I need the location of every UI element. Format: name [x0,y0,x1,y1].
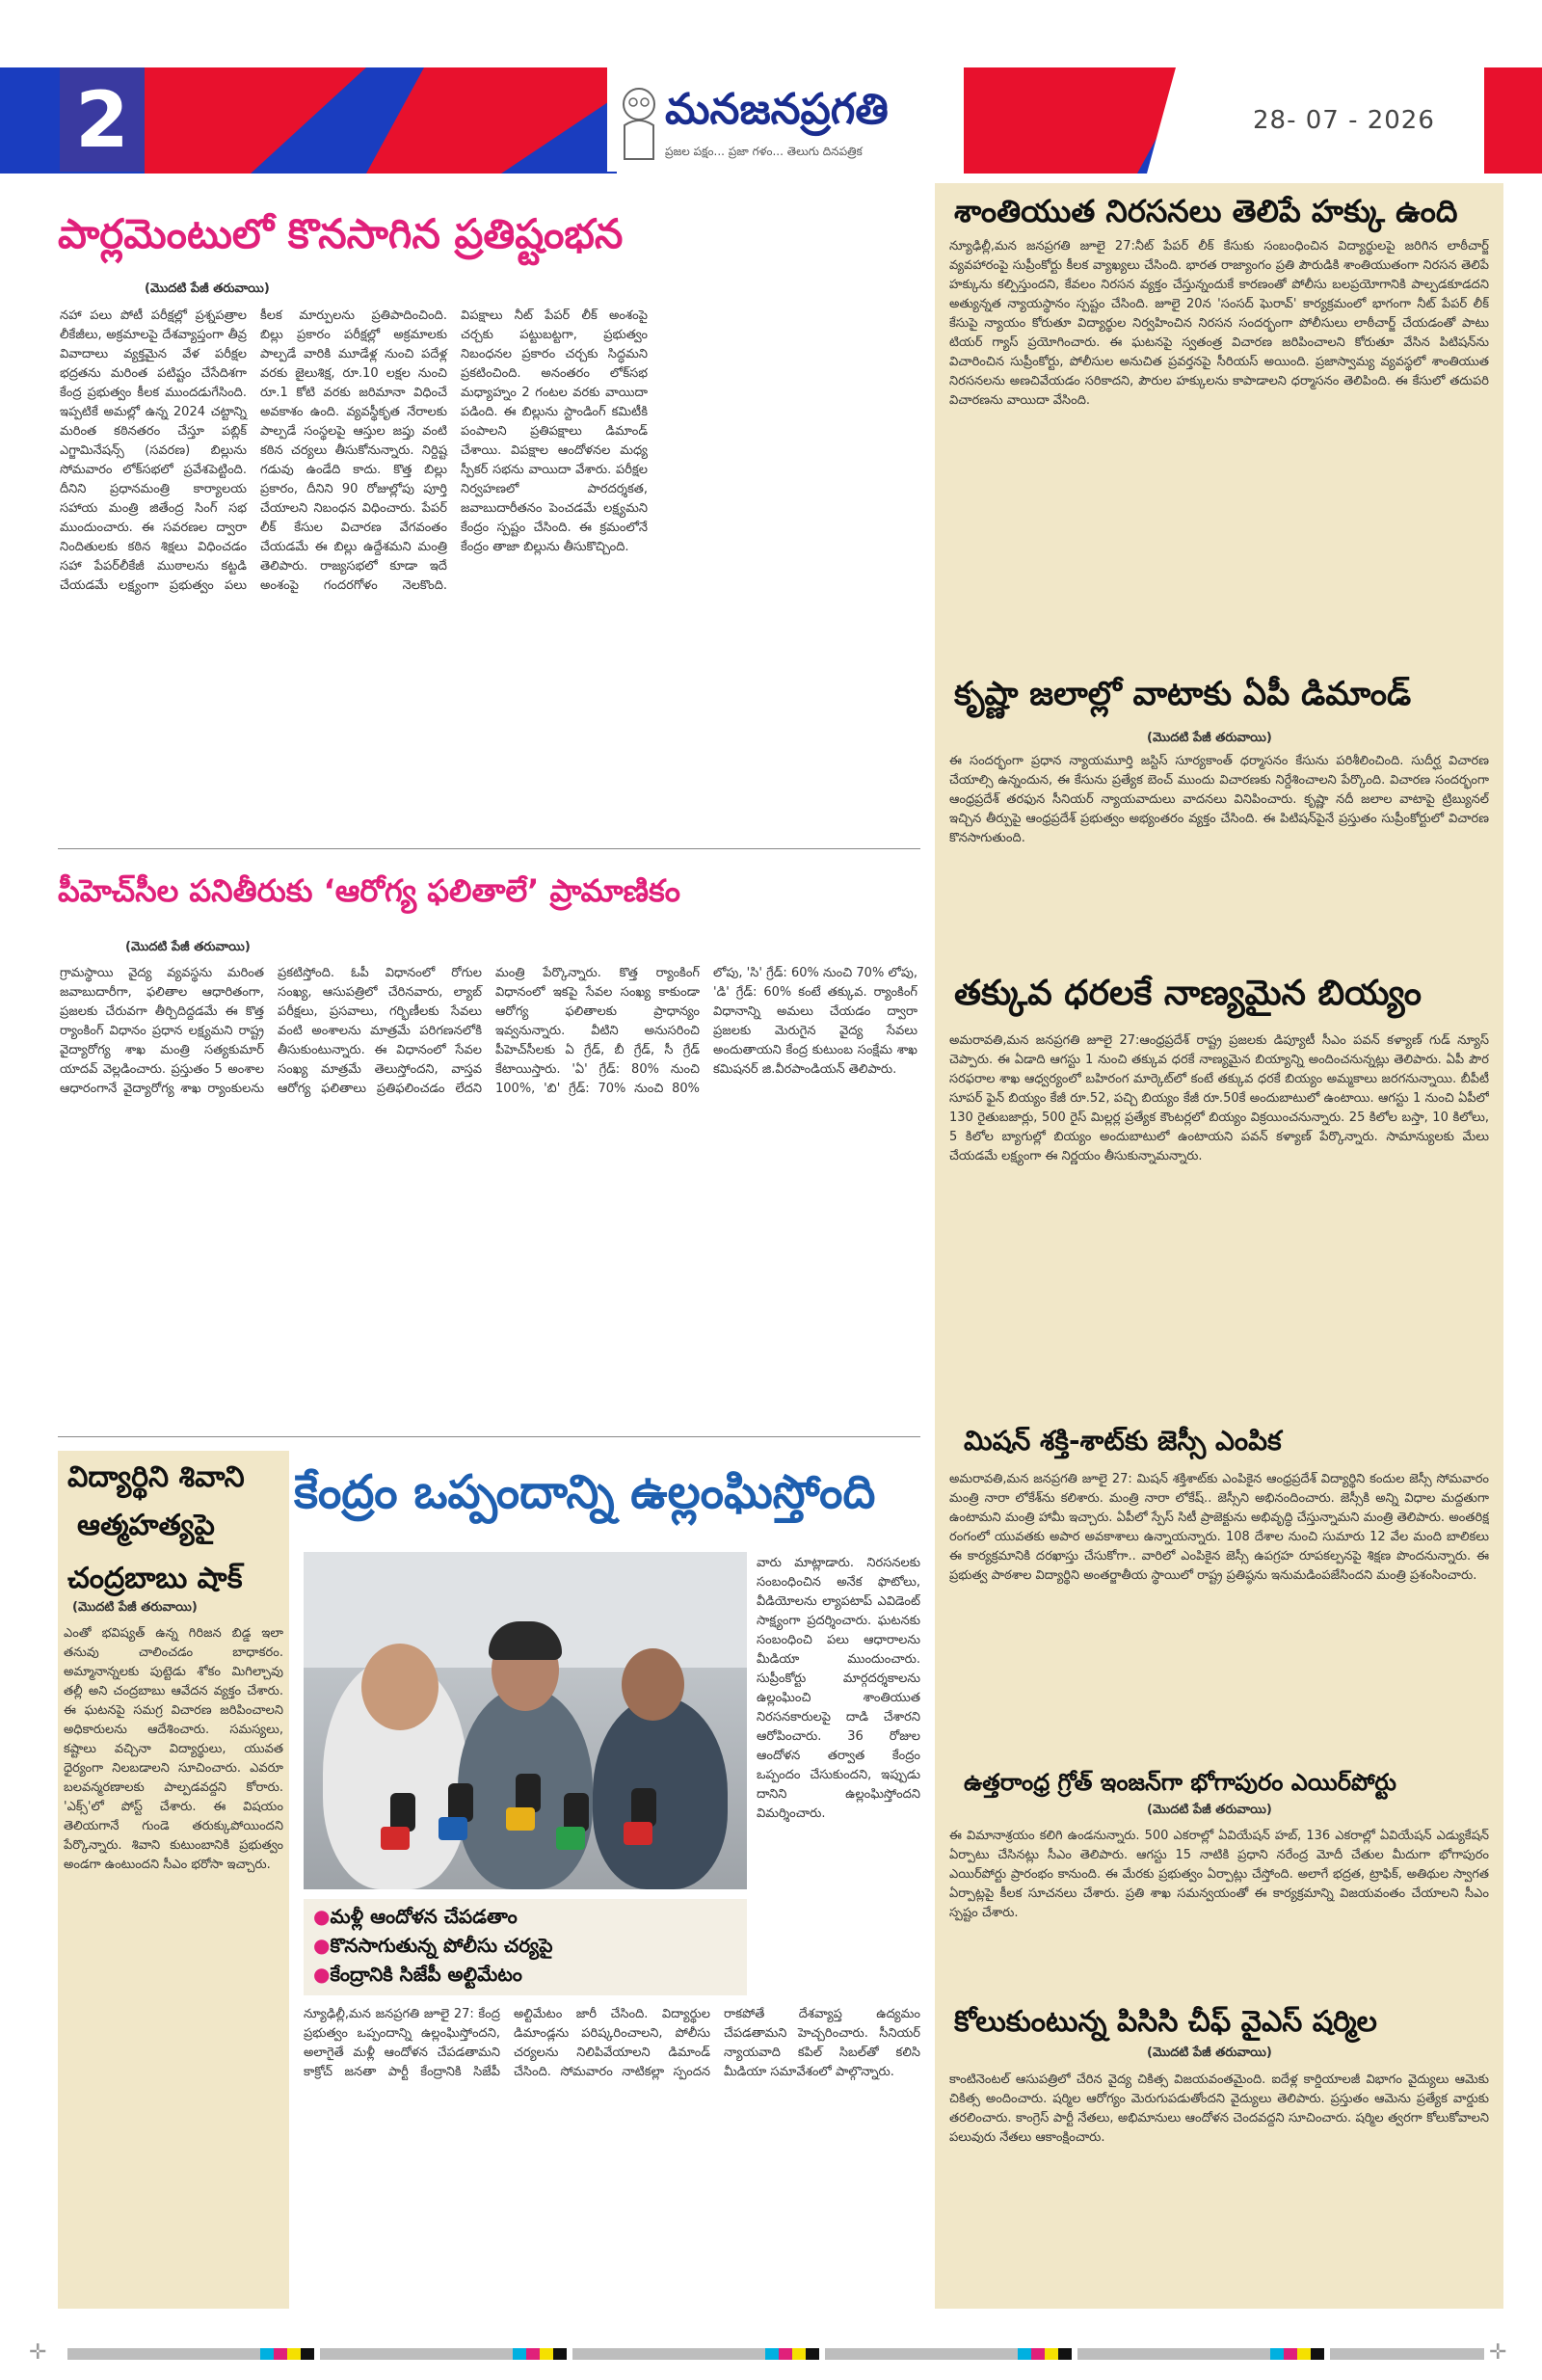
kendram-body: న్యూఢిల్లీ,మన జనప్రగతి జూలై 27: కేంద్ర ప్రభుత్వం ఒప్పందాన్ని ఉల్లంఘిస్తోందని, అలాగైతే మళ్లీ ఆందోళన చేపడతామని కాక్రోచ్ జనతా పార్టీ కేంద్రానికి సిజేపీ అల్టిమేటం జారీ చేసింది. విద్యార్థుల డిమాండ్లను పరిష్కరించాలని, పోలీసు చర్యలను నిలిపివేయాలని డిమాండ్ చేసింది. సోమవారం నాటికల్లా స్పందన రాకపోతే దేశవ్యాప్త ఉద్యమం చేపడతామని హెచ్చరించారు. సీనియర్ న్యాయవాది కపిల్ సిబల్‌తో కలిసి మీడియా సమావేశంలో పాల్గొన్నారు. [304,2007,920,2079]
phc-headline: పీహెచ్‌సీల పనితీరుకు ‘ఆరోగ్య ఫలితాలే’ ప్రామాణికం [58,872,680,909]
krishna-headline: కృష్ణా జలాల్లో వాటాకు ఏపీ డిమాండ్ [954,675,1412,713]
shanti-body: న్యూఢిల్లీ,మన జనప్రగతి జూలై 27:నీట్ పేపర్ లీక్ కేసుకు సంబంధించిన విద్యార్థులపై జరిగిన లాఠీచార్జ్ వ్యవహారంపై సుప్రీంకోర్టు కీలక వ్యాఖ్యలు చేసింది. భారత రాజ్యాంగం ప్రతి పౌరుడికి శాంతియుతంగా నిరసన తెలిపే హక్కును కల్పిస్తుందని, కేవలం నిరసన వ్యక్తం చేస్తున్నందుకే కారణంతో పోలీసు బలప్రయోగానికి పాల్పడకూడదని అత్యున్నత న్యాయస్థానం స్పష్టం చేసింది. జూలై 20న 'సంసద్ ఘెరావ్' కార్యక్రమంలో భాగంగా నీట్ పేపర్ లీక్ కేసుపై న్యాయం కోరుతూ విద్యార్థుల నిర్వహించిన నిరసన సందర్భంగా పోలీసులు లాఠీచార్జ్ చేయడంతో పాటు టియర్ గ్యాస్ ప్రయోగించారు. ఈ ఘటనపై స్వతంత్ర విచారణ జరిపించాలని కోరుతూ వేసిన పిటిషన్‌ను విచారించిన సుప్రీంకోర్టు, పోలీసుల అనుచిత ప్రవర్తనపై సీరియస్ అయింది. ప్రజాస్వామ్య వ్యవస్థలో శాంతియుత నిరసనలను అణచివేయడం సరికాదని, పౌరుల హక్కులను కాపాడాలని ధర్మాసనం తెలిపింది. ఈ కేసులో తదుపరి విచారణను వాయిదా వేసింది. [949,239,1489,408]
shivani-headline-1: విద్యార్థిని శివాని [67,1460,245,1494]
ysharmila-continuation: (మొదటి పేజీ తరువాయి) [1147,2046,1272,2060]
phc-continuation: (మొదటి పేజీ తరువాయి) [125,940,251,954]
kendram-headline: కేంద్రం ఒప్పందాన్ని ఉల్లంఘిస్తోంది [294,1465,876,1519]
mission-body: అమరావతి,మన జనప్రగతి జూలై 27: మిషన్ శక్తిశాట్‌కు ఎంపికైన ఆంధ్రప్రదేశ్ విద్యార్థిని కందుల జెస్సీ సోమవారం మంత్రి నారా లోకేశ్‌ను కలిశారు. మంత్రి నారా లోకేష్.. జెస్సీని అభినందించారు. జెస్సీకి అన్ని విధాల మద్దతుగా ఉంటామని మంత్రి హామీ ఇచ్చారు. ఏపీలో స్పేస్ సిటీ ప్రాజెక్టును అభివృద్ధి చేస్తున్నామని మంత్రి తెలిపారు. అంతరిక్ష రంగంలో యువతకు అపార అవకాశాలు ఉన్నాయన్నారు. 108 దేశాల నుంచి సుమారు 12 వేల మంది బాలికలు ఈ కార్యక్రమానికి దరఖాస్తు చేసుకోగా.. వారిలో ఎంపికైన జెస్సీ ఉపగ్రహ రూపకల్పనపై శిక్షణ పొందనున్నారు. ఈ ప్రభుత్వ పాఠశాల విద్యార్థిని అంతర్జాతీయ స్థాయిలో రాష్ట్ర ప్రతిష్ఠను ఇనుమడింపజేసిందని మంత్రి ప్రశంసించారు. [949,1472,1489,1583]
section-divider-2 [58,1436,920,1437]
airport-body: ఈ విమానాశ్రయం కలిగి ఉండనున్నారు. 500 ఎకరాల్లో ఏవియేషన్ హబ్, 136 ఎకరాల్లో ఏవియేషన్ ఎడ్యుకేషన్ ఏర్పాటు చేసినట్లు సీఎం తెలిపారు. ఆగస్టు 15 నాటికి ప్రధాని నరేంద్ర మోదీ చేతుల మీదుగా భోగాపురం ఎయిర్‌పోర్టు ప్రారంభం కానుంది. ఈ మేరకు ప్రభుత్వం ఏర్పాట్లు చేస్తోంది. అలాగే భద్రత, ట్రాఫిక్, అతిథుల స్వాగత ఏర్పాట్లపై కీలక సూచనలు చేశారు. ప్రతి శాఖ సమన్వయంతో ఈ కార్యక్రమాన్ని విజయవంతం చేయాలని సీఎం స్పష్టం చేశారు. [949,1829,1489,1920]
rice-body: అమరావతి,మన జనప్రగతి జూలై 27:ఆంధ్రప్రదేశ్ రాష్ట్ర ప్రజలకు డిప్యూటీ సీఎం పవన్ కళ్యాణ్ గుడ్ న్యూస్ చెప్పారు. ఈ ఏడాది ఆగస్టు 1 నుంచి తక్కువ ధరకే నాణ్యమైన బియ్యాన్ని అందించనున్నట్లు తెలిపారు. ఏపీ పౌర సరఫరాల శాఖ ఆధ్వర్యంలో బహిరంగ మార్కెట్‌లో కంటే తక్కువ ధరకే బియ్యం అమ్మకాలు జరగనున్నాయి. బీపీటీ సూపర్ ఫైన్ బియ్యం కేజీ రూ.52, పచ్చి బియ్యం కేజీ రూ.50కే అందుబాటులో ఉంటాయి. ఆగస్టు 1 నుంచి ఏపీలో 130 రైతుబజార్లు, 500 రైస్ మిల్లర్ల ప్రత్యేక కౌంటర్లలో బియ్యం విక్రయించనున్నారు. 25 కిలోల బస్తా, 10 కిలోలు, 5 కిలోల బ్యాగుల్లో బియ్యం అందుబాటులో ఉంటాయని పవన్ కళ్యాణ్ పేర్కొన్నారు. సామాన్యులకు మేలు చేయడమే లక్ష్యంగా ఈ నిర్ణయం తీసుకున్నామన్నారు. [949,1033,1489,1163]
highlight-item: ●కొనసాగుతున్న పోలీసు చర్యపై [313,1934,553,1957]
parliament-headline: పార్లమెంటులో కొనసాగిన ప్రతిష్టంభన [58,210,624,257]
mission-headline: మిషన్ శక్తి-శాట్‌కు జెస్సీ ఎంపిక [964,1425,1282,1457]
kendram-highlights [304,1899,747,1995]
ysharmila-body: కాంటినెంటల్ ఆసుపత్రిలో చేరిన వైద్య చికిత్స విజయవంతమైంది. ఐదేళ్ల కార్డియాలజీ విభాగం వైద్యులు ఆమెకు చికిత్స అందించారు. షర్మిల ఆరోగ్యం మెరుగుపడుతోందని వైద్యులు తెలిపారు. ప్రస్తుతం ఆమెను ప్రత్యేక వార్డుకు తరలించారు. కాంగ్రెస్ పార్టీ నేతలు, అభిమానులు ఆందోళన చెందవద్దని సూచించారు. షర్మిల త్వరగా కోలుకోవాలని పలువురు నేతలు ఆకాంక్షించారు. [949,2072,1489,2145]
airport-continuation: (మొదటి పేజీ తరువాయి) [1147,1803,1272,1817]
highlight-item: ●మళ్లీ ఆందోళన చేపడతాం [313,1905,518,1928]
masthead-title: మనజనప్రగతి [665,85,889,134]
ysharmila-headline: కోలుకుంటున్న పిసిసి చీఫ్ వైఎస్ షర్మిల [954,2005,1377,2039]
phc-body: గ్రామస్థాయి వైద్య వ్యవస్థను మరింత జవాబుదారీగా, ఫలితాల ఆధారితంగా, ప్రజలకు చేరువగా తీర్చిదిద్దడమే ఈ కొత్త ర్యాంకింగ్ విధానం ప్రధాన లక్ష్యమని రాష్ట్ర వైద్యారోగ్య శాఖ మంత్రి సత్యకుమార్ యాదవ్ వెల్లడించారు. ప్రస్తుతం 5 అంశాల ఆధారంగానే వైద్యారోగ్య శాఖ ర్యాంకులను ప్రకటిస్తోంది. ఓపీ విధానంలో రోగుల సంఖ్య, ఆసుపత్రిలో చేరినవారు, ల్యాబ్ పరీక్షలు, ప్రసవాలు, గర్భిణీలకు సేవలు వంటి అంశాలను మాత్రమే పరిగణనలోకి తీసుకుంటున్నారు. ఈ విధానంలో సేవల సంఖ్య మాత్రమే తెలుస్తోందని, వాస్తవ ఆరోగ్య ఫలితాలు ప్రతిఫలించడం లేదని మంత్రి పేర్కొన్నారు. కొత్త ర్యాంకింగ్ విధానంలో ఇకపై సేవల సంఖ్య కాకుండా ఆరోగ్య ఫలితాలకు ప్రాధాన్యం ఇవ్వనున్నారు. వీటిని అనుసరించి పీహెచ్‌సీలకు ఏ గ్రేడ్, బీ గ్రేడ్, సీ గ్రేడ్ కేటాయిస్తారు. 'ఏ' గ్రేడ్: 80% నుంచి 100%, 'బి' గ్రేడ్: 70% నుంచి 80% లోపు, 'సి' గ్రేడ్: 60% నుంచి 70% లోపు, 'డి' గ్రేడ్: 60% కంటే తక్కువ. ర్యాంకింగ్ విధానాన్ని అమలు చేయడం ద్వారా ప్రజలకు మెరుగైన వైద్య సేవలు అందుతాయని కేంద్ర కుటుంబ సంక్షేమ శాఖ కమిషనర్ జి.వీరపాండియన్ తెలిపారు. [60,966,917,1096]
shanti-headline: శాంతియుత నిరసనలు తెలిపే హక్కు ఉంది [954,193,1458,229]
registration-mark-icon: ✛ [1489,2340,1507,2365]
airport-headline: ఉత్తరాంధ్ర గ్రోత్ ఇంజన్‌గా భోగాపురం ఎయిర్‌పోర్టు [964,1769,1396,1796]
page-number: 2 [60,67,145,172]
speaker-right [593,1697,728,1889]
shivani-body: ఎంతో భవిష్యత్ ఉన్న గిరిజన బిడ్డ ఇలా తనువు చాలించడం బాధాకరం. అమ్మానాన్నలకు పుట్టెడు శోకం మిగిల్చావు తల్లీ అని చంద్రబాబు ఆవేదన వ్యక్తం చేశారు. ఈ ఘటనపై సమగ్ర విచారణ జరిపించాలని అధికారులను ఆదేశించారు. సమస్యలు, కష్టాలు వచ్చినా విద్యార్థులు, యువత ధైర్యంగా నిలబడాలని సూచించారు. ఎవరూ బలవన్మరణాలకు పాల్పడవద్దని కోరారు. 'ఎక్స్'లో పోస్ట్ చేశారు. ఈ విషయం తెలియగానే గుండె తరుక్కుపోయిందని పేర్కొన్నారు. శివాని కుటుంబానికి ప్రభుత్వం అండగా ఉంటుందని సీఎం భరోసా ఇచ్చారు. [64,1626,283,1872]
krishna-body: ఈ సందర్భంగా ప్రధాన న్యాయమూర్తి జస్టిస్ సూర్యకాంత్ ధర్మాసనం కేసును పరిశీలించింది. సుదీర్ఘ విచారణ చేయాల్సి ఉన్నందున, ఈ కేసును ప్రత్యేక బెంచ్ ముందు విచారణకు నిర్దేశించాలని పేర్కొంది. విచారణ సందర్భంగా ఆంధ్రప్రదేశ్ తరఫున సీనియర్ న్యాయవాదులు వాదనలు వినిపించారు. కృష్ణా నదీ జలాల వాటాపై ట్రిబ్యునల్ ఇచ్చిన తీర్పుపై ఆంధ్రప్రదేశ్ ప్రభుత్వం అభ్యంతరం వ్యక్తం చేసింది. ఈ పిటిషన్‌పైనే ప్రస్తుతం సుప్రీంకోర్టులో విచారణ కొనసాగుతుంది. [949,754,1489,845]
registration-mark-icon: ✛ [29,2340,47,2365]
press-conference-photo [304,1552,747,1889]
issue-date: 28- 07 - 2026 [1253,106,1435,135]
shivani-headline-2: ఆత్మహత్యపై [77,1509,215,1542]
section-divider [58,848,920,849]
gandhi-logo-icon [615,77,663,164]
print-color-bar [67,2345,1484,2357]
highlight-item: ●కేంద్రానికి సిజేపీ అల్టిమేటం [313,1963,522,1986]
rice-headline: తక్కువ ధరలకే నాణ్యమైన బియ్యం [954,974,1422,1013]
parliament-continuation: (మొదటి పేజీ తరువాయి) [145,281,270,296]
shivani-headline-3: చంద్రబాబు షాక్ [67,1562,243,1595]
masthead-tagline: ప్రజల పక్షం... ప్రజా గళం... తెలుగు దినపత్రిక [665,145,863,158]
kendram-body-right: వారు మాట్లాడారు. నిరసనలకు సంబంధించిన అనేక ఫొటోలు, వీడియోలను ల్యాపటాప్ ఎవిడెంట్ సాక్ష్యంగా ప్రదర్శించారు. ఘటనకు సంబంధించి పలు ఆధారాలను మీడియా ముందుంచారు. సుప్రీంకోర్టు మార్గదర్శకాలను ఉల్లంఘించి శాంతియుత నిరసనకారులపై దాడి చేశారని ఆరోపించారు. 36 రోజుల ఆందోళన తర్వాత కేంద్రం ఒప్పందం చేసుకుందని, ఇప్పుడు దానిని ఉల్లంఘిస్తోందని విమర్శించారు. [757,1556,920,1821]
masthead-banner [0,0,1542,193]
parliament-body: నహా పలు పోటీ పరీక్షల్లో ప్రశ్నపత్రాల లీకేజీలు, అక్రమాలపై దేశవ్యాప్తంగా తీవ్ర వివాదాలు వ్యక్తమైన వేళ పరీక్షల భద్రతను మరింత పటిష్టం చేసేదిశగా కేంద్ర ప్రభుత్వం కీలక ముందడుగేసింది. ఇప్పటికే అమల్లో ఉన్న 2024 చట్టాన్ని మరింత కఠినతరం చేస్తూ పబ్లిక్ ఎగ్జామినేషన్స్ (సవరణ) బిల్లును సోమవారం లోక్‌సభలో ప్రవేశపెట్టింది. దీనిని ప్రధానమంత్రి కార్యాలయ సహాయ మంత్రి జితేంద్ర సింగ్ సభ ముందుంచారు. ఈ సవరణల ద్వారా నిందితులకు కఠిన శిక్షలు విధించడం సహా పేపర్‌లీకేజీ ముఠాలను కట్టడి చేయడమే లక్ష్యంగా ప్రభుత్వం పలు కీలక మార్పులను ప్రతిపాదించింది. బిల్లు ప్రకారం పరీక్షల్లో అక్రమాలకు పాల్పడే వారికి మూడేళ్ల నుంచి పదేళ్ల వరకు జైలుశిక్ష, రూ.10 లక్షల నుంచి రూ.1 కోటి వరకు జరిమానా విధించే అవకాశం ఉంది. వ్యవస్థీకృత నేరాలకు పాల్పడే సంస్థలపై ఆస్తుల జప్తు వంటి కఠిన చర్యలు తీసుకోనున్నారు. నిర్దిష్ట గడువు ఉండేది కాదు. కొత్త బిల్లు ప్రకారం, దీనిని 90 రోజుల్లోపు పూర్తి చేయాలని నిబంధన విధించారు. పేపర్ లీక్ కేసుల విచారణ వేగవంతం చేయడమే ఈ బిల్లు ఉద్దేశమని మంత్రి తెలిపారు. రాజ్యసభలో కూడా ఇదే అంశంపై గందరగోళం నెలకొంది. విపక్షాలు నీట్ పేపర్ లీక్ అంశంపై చర్చకు పట్టుబట్టగా, ప్రభుత్వం నిబంధనల ప్రకారం చర్చకు సిద్ధమని ప్రకటించింది. అనంతరం లోక్‌సభ మధ్యాహ్నం 2 గంటల వరకు వాయిదా పడింది. ఈ బిల్లును స్టాండింగ్ కమిటీకి పంపాలని ప్రతిపక్షాలు డిమాండ్ చేశాయి. విపక్షాల ఆందోళనల మధ్య స్పీకర్ సభను వాయిదా వేశారు. పరీక్షల నిర్వహణలో పారదర్శకత, జవాబుదారీతనం పెంచడమే లక్ష్యమని కేంద్రం స్పష్టం చేసింది. ఈ క్రమంలోనే కేంద్రం తాజా బిల్లును తీసుకొచ్చింది. [60,308,648,593]
shivani-continuation: (మొదటి పేజీ తరువాయి) [72,1600,198,1615]
krishna-continuation: (మొదటి పేజీ తరువాయి) [1147,731,1272,745]
